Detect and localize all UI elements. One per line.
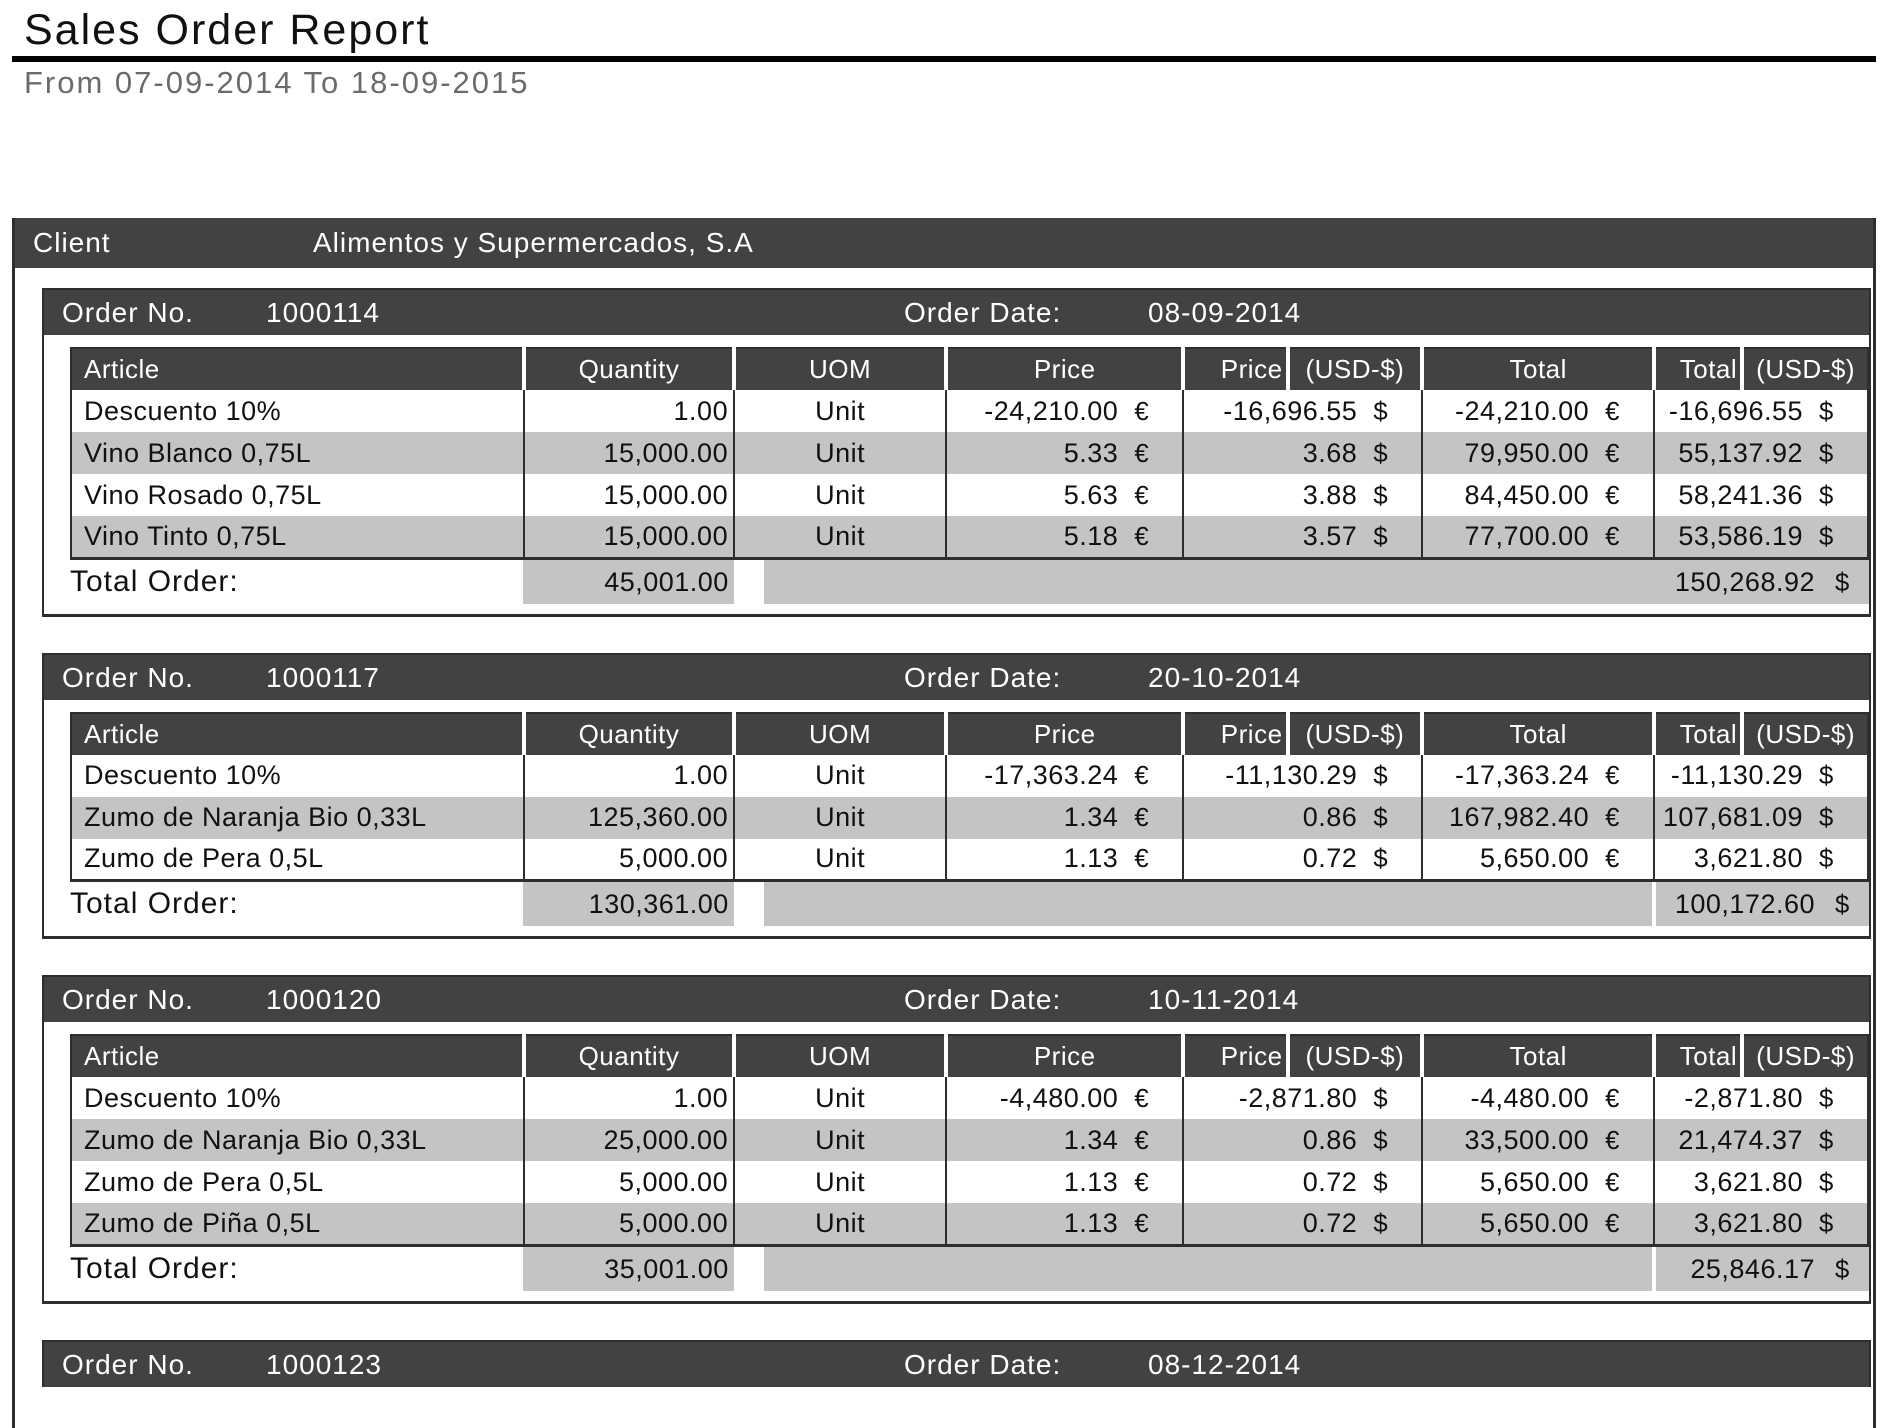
title-underline <box>12 56 1876 62</box>
order-lines-table <box>70 347 1869 560</box>
cell-price-eur: 1.13 € <box>946 1161 1183 1203</box>
order-header-bar <box>44 977 1869 1022</box>
cell-quantity: 5,000.00 <box>524 839 734 881</box>
cell-price-eur: -4,480.00 € <box>946 1077 1183 1119</box>
col-price-usd-suffix: (USD-$) <box>1288 348 1423 390</box>
col-article: Article <box>71 713 524 755</box>
cell-article: Zumo de Pera 0,5L <box>84 1166 324 1197</box>
cell-total-eur: 79,950.00 € <box>1422 432 1654 474</box>
order-no-label: Order No. <box>62 984 194 1015</box>
total-order-label: Total Order: <box>70 1251 239 1285</box>
cell-uom: Unit <box>734 1119 946 1161</box>
dollar-symbol: $ <box>1373 1084 1389 1113</box>
order-no-value: 1000123 <box>266 1348 383 1380</box>
col-total-eur: Total <box>1422 348 1654 390</box>
order-header-bar <box>44 1342 1869 1387</box>
cell-total-usd: 58,241.36 $ <box>1654 474 1868 516</box>
dollar-symbol: $ <box>1373 1168 1389 1197</box>
cell-uom: Unit <box>734 432 946 474</box>
cell-total-usd: 55,137.92 $ <box>1654 432 1868 474</box>
col-total-eur: Total <box>1422 713 1654 755</box>
order-section <box>42 975 1871 1304</box>
cell-total-usd: -2,871.80 $ <box>1654 1077 1868 1119</box>
euro-symbol: € <box>1134 762 1150 790</box>
cell-price-eur: 1.34 € <box>946 1119 1183 1161</box>
cell-quantity: 15,000.00 <box>524 516 734 558</box>
dollar-symbol: $ <box>1373 481 1389 510</box>
euro-symbol: € <box>1134 481 1150 510</box>
cell-total-eur: 167,982.40 € <box>1422 797 1654 839</box>
cell-article: Vino Tinto 0,75L <box>71 516 524 558</box>
order-date-value: 20-10-2014 <box>1148 661 1302 693</box>
euro-symbol: € <box>1605 1084 1620 1113</box>
cell-article: Descuento 10% <box>84 395 282 426</box>
euro-symbol: € <box>1605 397 1620 426</box>
col-total-usd-prefix: Total <box>1654 1035 1742 1077</box>
euro-symbol: € <box>1134 397 1150 426</box>
cell-price-usd: 0.72 $ <box>1183 1203 1422 1245</box>
order-line-row <box>71 390 1868 432</box>
order-line-row <box>71 755 1868 797</box>
dollar-symbol: $ <box>1819 1084 1834 1113</box>
col-price-usd-suffix: (USD-$) <box>1288 713 1423 755</box>
cell-price-eur: -17,363.24 € <box>946 755 1183 797</box>
cell-article: Descuento 10% <box>84 760 282 790</box>
dollar-symbol: $ <box>1835 891 1850 919</box>
euro-symbol: € <box>1605 1209 1620 1238</box>
cell-quantity: 25,000.00 <box>524 1119 734 1161</box>
col-total-usd-suffix: (USD-$) <box>1742 348 1868 390</box>
cell-price-eur: 5.18 € <box>946 516 1183 558</box>
col-article: Article <box>71 1035 524 1077</box>
euro-symbol: € <box>1134 845 1150 874</box>
cell-article: Vino Rosado 0,75L <box>84 479 322 510</box>
order-line-row <box>71 1077 1868 1119</box>
dollar-symbol: $ <box>1819 1126 1834 1155</box>
euro-symbol: € <box>1605 804 1620 832</box>
col-price-usd-prefix: Price <box>1183 1035 1287 1077</box>
cell-price-eur: 1.13 € <box>946 1203 1183 1245</box>
col-uom: UOM <box>734 713 946 755</box>
cell-uom: Unit <box>734 797 946 839</box>
total-usd-box <box>764 882 1869 926</box>
total-usd-box <box>764 560 1869 604</box>
dollar-symbol: $ <box>1835 1255 1850 1284</box>
cell-quantity: 15,000.00 <box>524 474 734 516</box>
table-header-row <box>71 348 1868 390</box>
order-no-label: Order No. <box>62 1348 194 1380</box>
euro-symbol: € <box>1134 1126 1150 1155</box>
col-total-usd-suffix: (USD-$) <box>1742 713 1868 755</box>
total-usd-box <box>764 1247 1869 1291</box>
euro-symbol: € <box>1134 1168 1150 1197</box>
orders-container <box>15 268 1873 1387</box>
col-uom: UOM <box>734 348 946 390</box>
dollar-symbol: $ <box>1373 1209 1389 1238</box>
cell-article: Vino Blanco 0,75L <box>71 432 524 474</box>
cell-total-usd: 21,474.37 $ <box>1654 1119 1868 1161</box>
dollar-symbol: $ <box>1819 762 1834 790</box>
order-total-row <box>70 882 1869 926</box>
order-line-row <box>71 1203 1868 1245</box>
total-order-label: Total Order: <box>70 564 239 598</box>
cell-price-eur: 5.63 € <box>946 474 1183 516</box>
cell-uom: Unit <box>734 1203 946 1245</box>
cell-total-eur: 5,650.00 € <box>1422 839 1654 881</box>
euro-symbol: € <box>1605 845 1620 874</box>
dollar-symbol: $ <box>1819 845 1834 874</box>
cell-total-eur: 33,500.00 € <box>1422 1119 1654 1161</box>
cell-uom: Unit <box>734 390 946 432</box>
cell-uom: Unit <box>734 839 946 881</box>
total-usd-value: 150,268.92 <box>1674 566 1815 597</box>
order-no-value: 1000114 <box>266 297 380 328</box>
euro-symbol: € <box>1605 762 1620 790</box>
cell-price-usd: 3.68 $ <box>1183 432 1422 474</box>
order-line-row <box>71 432 1868 474</box>
table-header-row <box>71 1035 1868 1077</box>
dollar-symbol: $ <box>1819 481 1834 510</box>
col-total-usd-prefix: Total <box>1654 713 1742 755</box>
cell-uom: Unit <box>734 516 946 558</box>
euro-symbol: € <box>1134 1084 1150 1113</box>
cell-article: Zumo de Naranja Bio 0,33L <box>71 1119 524 1161</box>
cell-uom: Unit <box>734 1077 946 1119</box>
cell-price-usd: -2,871.80 $ <box>1183 1077 1422 1119</box>
date-range: From 07-09-2014 To 18-09-2015 <box>24 65 530 100</box>
dollar-symbol: $ <box>1819 804 1834 832</box>
total-row-gap <box>734 1247 764 1291</box>
euro-symbol: € <box>1134 804 1150 832</box>
total-usd-value: 100,172.60 <box>1674 889 1815 919</box>
col-uom: UOM <box>734 1035 946 1077</box>
cell-quantity: 1.00 <box>524 755 734 797</box>
cell-quantity: 1.00 <box>524 1077 734 1119</box>
order-lines-table <box>70 1034 1869 1247</box>
order-line-row <box>71 839 1868 881</box>
euro-symbol: € <box>1605 439 1620 468</box>
total-quantity-value: 130,361.00 <box>523 882 733 926</box>
cell-total-usd: 53,586.19 $ <box>1654 516 1868 558</box>
page-title: Sales Order Report <box>24 6 431 54</box>
cell-total-usd: 3,621.80 $ <box>1654 839 1868 881</box>
order-body <box>44 700 1869 937</box>
order-line-row <box>71 797 1868 839</box>
order-section <box>42 1340 1871 1387</box>
order-date-value: 08-09-2014 <box>1148 297 1302 328</box>
dollar-symbol: $ <box>1373 762 1389 790</box>
cell-total-eur: -17,363.24 € <box>1422 755 1654 797</box>
cell-total-eur: 84,450.00 € <box>1422 474 1654 516</box>
cell-total-usd: 107,681.09 $ <box>1654 797 1868 839</box>
col-total-usd-prefix: Total <box>1654 348 1742 390</box>
order-date-label: Order Date: <box>904 297 1062 328</box>
cell-price-usd: 0.72 $ <box>1183 839 1422 881</box>
cell-quantity: 125,360.00 <box>524 797 734 839</box>
dollar-symbol: $ <box>1819 1168 1834 1197</box>
cell-article: Zumo de Pera 0,5L <box>84 843 324 874</box>
order-lines-table <box>70 712 1869 883</box>
col-quantity: Quantity <box>524 713 734 755</box>
cell-uom: Unit <box>734 1161 946 1203</box>
cell-total-usd: 3,621.80 $ <box>1654 1203 1868 1245</box>
order-header-bar <box>44 655 1869 700</box>
total-order-label: Total Order: <box>70 887 239 920</box>
col-quantity: Quantity <box>524 348 734 390</box>
cell-price-usd: -11,130.29 $ <box>1183 755 1422 797</box>
cell-price-eur: 1.13 € <box>946 839 1183 881</box>
order-header-bar <box>44 290 1869 335</box>
order-date-label: Order Date: <box>904 1348 1062 1380</box>
col-total-eur: Total <box>1422 1035 1654 1077</box>
table-header-row <box>71 713 1868 755</box>
cell-quantity: 15,000.00 <box>524 432 734 474</box>
cell-quantity: 5,000.00 <box>524 1161 734 1203</box>
total-row-gap <box>734 560 764 604</box>
order-line-row <box>71 1119 1868 1161</box>
col-price-eur: Price <box>946 713 1183 755</box>
order-no-label: Order No. <box>62 661 194 693</box>
cell-price-usd: 3.57 $ <box>1183 516 1422 558</box>
cell-price-eur: -24,210.00 € <box>946 390 1183 432</box>
order-body <box>44 1022 1869 1301</box>
client-header-bar <box>15 218 1873 268</box>
cell-price-usd: 0.86 $ <box>1183 797 1422 839</box>
cell-price-usd: 3.88 $ <box>1183 474 1422 516</box>
cell-quantity: 5,000.00 <box>524 1203 734 1245</box>
euro-symbol: € <box>1605 1126 1620 1155</box>
total-row-gap <box>734 882 764 926</box>
order-body <box>44 335 1869 614</box>
col-total-usd-suffix: (USD-$) <box>1742 1035 1868 1077</box>
order-total-row <box>70 1247 1869 1291</box>
cell-total-usd: -16,696.55 $ <box>1654 390 1868 432</box>
cell-total-eur: 77,700.00 € <box>1422 516 1654 558</box>
cell-price-usd: 0.86 $ <box>1183 1119 1422 1161</box>
dollar-symbol: $ <box>1373 845 1389 874</box>
total-usd-value: 25,846.17 <box>1690 1253 1815 1284</box>
dollar-symbol: $ <box>1373 397 1389 426</box>
cell-price-eur: 5.33 € <box>946 432 1183 474</box>
cell-quantity: 1.00 <box>524 390 734 432</box>
cell-total-usd: 3,621.80 $ <box>1654 1161 1868 1203</box>
dollar-symbol: $ <box>1835 568 1850 597</box>
cell-article: Zumo de Naranja Bio 0,33L <box>71 797 524 839</box>
euro-symbol: € <box>1134 439 1150 468</box>
client-name: Alimentos y Supermercados, S.A <box>313 227 754 258</box>
order-no-label: Order No. <box>62 297 194 328</box>
col-price-usd-prefix: Price <box>1183 348 1287 390</box>
euro-symbol: € <box>1605 522 1620 551</box>
dollar-symbol: $ <box>1819 522 1834 551</box>
dollar-symbol: $ <box>1373 439 1389 468</box>
cell-total-eur: -4,480.00 € <box>1422 1077 1654 1119</box>
report-header <box>0 0 1882 102</box>
dollar-symbol: $ <box>1819 397 1834 426</box>
client-label: Client <box>33 227 111 258</box>
cell-article: Zumo de Piña 0,5L <box>71 1203 524 1245</box>
cell-total-eur: -24,210.00 € <box>1422 390 1654 432</box>
order-line-row <box>71 474 1868 516</box>
order-date-label: Order Date: <box>904 661 1062 693</box>
client-section <box>12 218 1876 1428</box>
total-quantity-value: 35,001.00 <box>523 1247 733 1291</box>
order-date-value: 08-12-2014 <box>1148 1348 1302 1380</box>
order-date-value: 10-11-2014 <box>1148 984 1300 1015</box>
cell-price-usd: 0.72 $ <box>1183 1161 1422 1203</box>
dollar-symbol: $ <box>1819 1209 1834 1238</box>
order-section <box>42 288 1871 617</box>
cell-article: Descuento 10% <box>84 1082 282 1113</box>
col-price-eur: Price <box>946 348 1183 390</box>
order-line-row <box>71 516 1868 558</box>
euro-symbol: € <box>1134 1209 1150 1238</box>
dollar-symbol: $ <box>1819 439 1834 468</box>
col-price-usd-suffix: (USD-$) <box>1288 1035 1423 1077</box>
cell-total-usd: -11,130.29 $ <box>1654 755 1868 797</box>
cell-uom: Unit <box>734 755 946 797</box>
order-line-row <box>71 1161 1868 1203</box>
cell-total-eur: 5,650.00 € <box>1422 1203 1654 1245</box>
order-total-row <box>70 560 1869 604</box>
col-price-usd-prefix: Price <box>1183 713 1287 755</box>
total-quantity-value: 45,001.00 <box>523 560 733 604</box>
cell-price-eur: 1.34 € <box>946 797 1183 839</box>
order-date-label: Order Date: <box>904 984 1062 1015</box>
order-section <box>42 653 1871 940</box>
cell-price-usd: -16,696.55 $ <box>1183 390 1422 432</box>
dollar-symbol: $ <box>1373 1126 1389 1155</box>
col-article: Article <box>71 348 524 390</box>
cell-uom: Unit <box>734 474 946 516</box>
col-price-eur: Price <box>946 1035 1183 1077</box>
cell-total-eur: 5,650.00 € <box>1422 1161 1654 1203</box>
dollar-symbol: $ <box>1373 804 1389 832</box>
order-no-value: 1000120 <box>266 984 383 1015</box>
euro-symbol: € <box>1605 1168 1620 1197</box>
euro-symbol: € <box>1605 481 1620 510</box>
dollar-symbol: $ <box>1373 522 1389 551</box>
col-quantity: Quantity <box>524 1035 734 1077</box>
order-no-value: 1000117 <box>266 661 380 693</box>
euro-symbol: € <box>1134 522 1150 551</box>
